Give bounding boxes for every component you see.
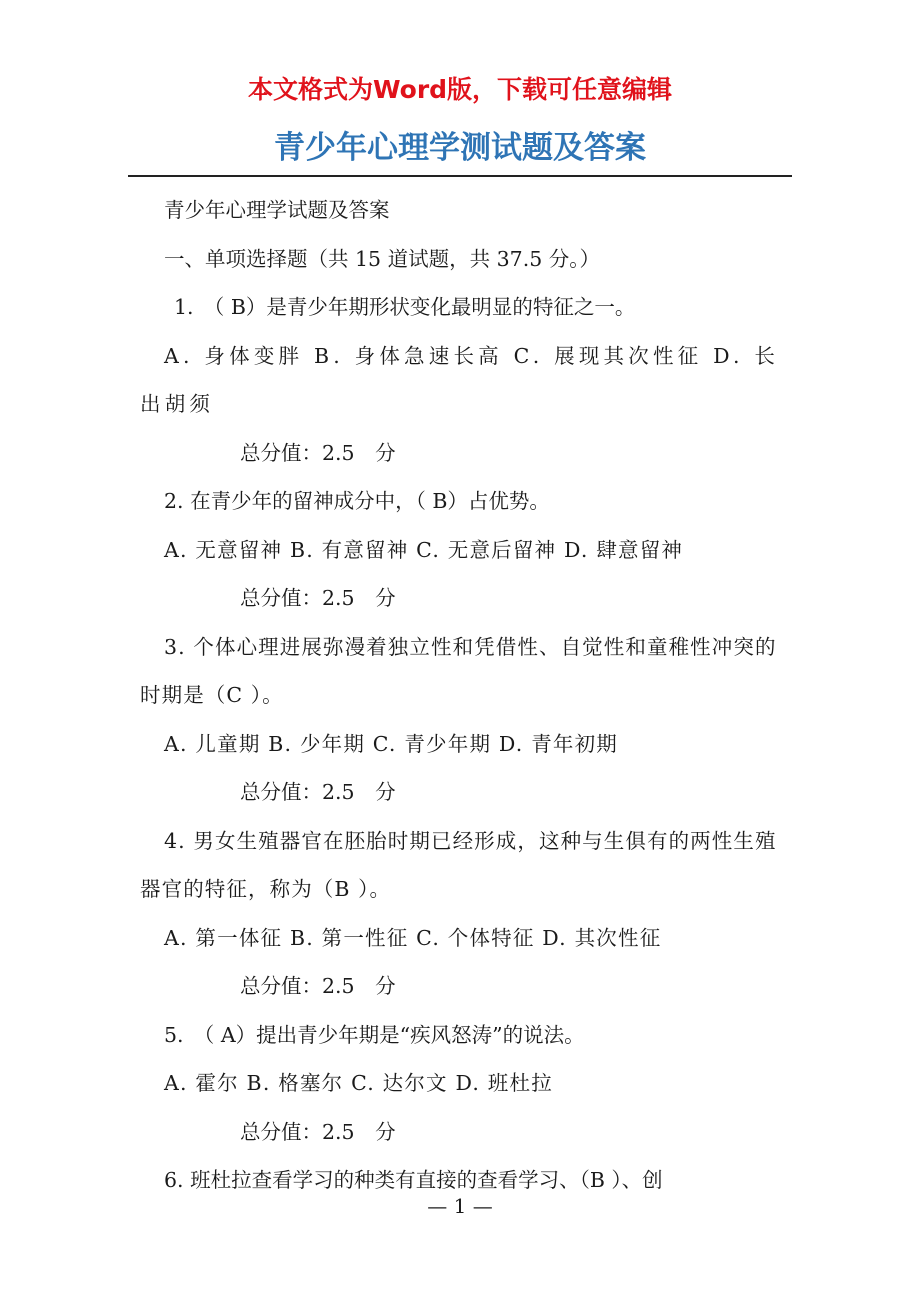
question-4: 4. 男女生殖器官在胚胎时期已经形成，这种与生俱有的两性生殖器官的特征，称为（B ）。 [140,828,777,901]
question-3: 3. 个体心理进展弥漫着独立性和凭借性、自觉性和童稚性冲突的时期是（C ）。 [140,634,777,707]
question-4-score: 总分值：2.5 分 [240,974,396,998]
section-heading: 一、单项选择题（共 15 道试题，共 37.5 分。） [164,246,601,271]
question-5: 5. （ A）提出青少年期是“疾风怒涛”的说法。 [164,1022,585,1047]
question-5-options: A. 霍尔 B. 格塞尔 C. 达尔文 D. 班杜拉 [164,1071,553,1095]
question-6: 6. 班杜拉查看学习的种类有直接的查看学习、（B ）、创 [164,1168,663,1192]
question-2-options: A. 无意留神 B. 有意留神 C. 无意后留神 D. 肆意留神 [164,537,684,562]
question-5-score: 总分值：2.5 分 [240,1119,396,1144]
question-1: 1. （ B）是青少年期形状变化最明显的特征之一。 [174,295,636,319]
document-body [140,186,788,1205]
body-heading: 青少年心理学试题及答案 [164,198,390,222]
question-4-options: A. 第一体征 B. 第一性征 C. 个体特征 D. 其次性征 [164,925,662,950]
question-1-options: A. 身体变胖 B. 身体急速长高 C. 展现其次性征 D. 长出胡须 [140,343,780,416]
title-divider [128,175,792,177]
page-number: — 1 — [427,1194,493,1218]
word-format-banner: 本文格式为Word版，下载可任意编辑 [247,75,673,104]
question-2: 2. 在青少年的留神成分中，（ B）占优势。 [164,489,550,513]
question-3-score: 总分值：2.5 分 [240,780,396,804]
question-1-score: 总分值：2.5 分 [240,440,396,465]
question-2-score: 总分值：2.5 分 [240,586,396,610]
question-3-options: A. 儿童期 B. 少年期 C. 青少年期 D. 青年初期 [164,731,619,756]
document-title: 青少年心理学测试题及答案 [274,130,646,166]
